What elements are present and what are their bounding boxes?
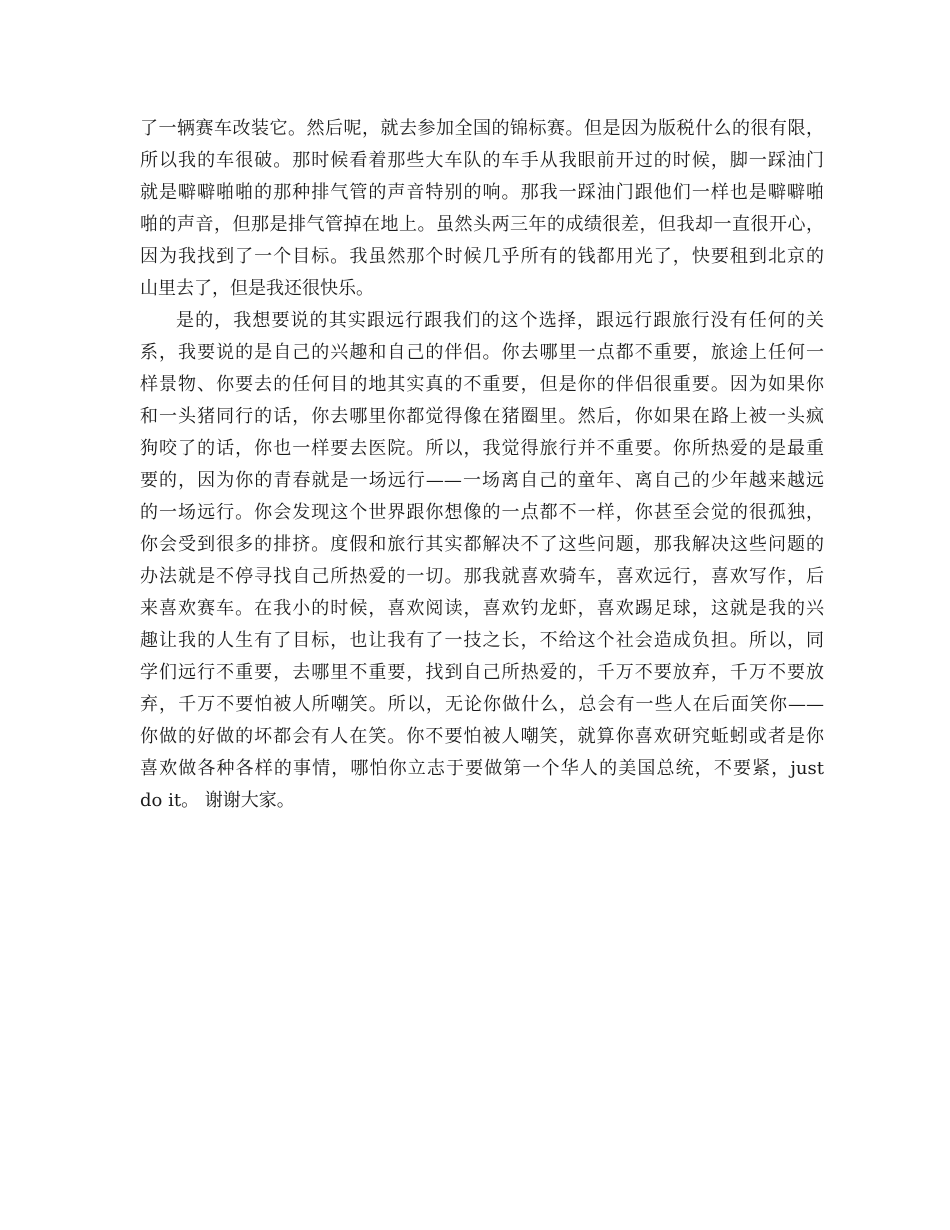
document-body — [140, 113, 824, 817]
paragraph-line: 来喜欢赛车。在我小的时候，喜欢阅读，喜欢钓龙虾，喜欢踢足球，这就是我的兴 — [140, 598, 824, 619]
paragraph-line: do it。 谢谢大家。 — [140, 790, 295, 811]
paragraph-line: 所以我的车很破。那时候看着那些大车队的车手从我眼前开过的时候，脚一踩油门 — [140, 150, 824, 171]
paragraph-line: 狗咬了的话，你也一样要去医院。所以，我觉得旅行并不重要。你所热爱的是最重 — [140, 438, 824, 459]
paragraph-line: 啪的声音，但那是排气管掉在地上。虽然头两三年的成绩很差，但我却一直很开心， — [140, 214, 824, 235]
paragraph-line: 了一辆赛车改装它。然后呢，就去参加全国的锦标赛。但是因为版税什么的很有限， — [140, 118, 824, 139]
paragraph-1 — [140, 113, 824, 305]
paragraph-line: 就是噼噼啪啪的那种排气管的声音特别的响。那我一踩油门跟他们一样也是噼噼啪 — [140, 182, 824, 203]
paragraph-line: 喜欢做各种各样的事情，哪怕你立志于要做第一个华人的美国总统，不要紧，just — [140, 758, 824, 779]
paragraph-line: 你会受到很多的排挤。度假和旅行其实都解决不了这些问题，那我解决这些问题的 — [140, 534, 824, 555]
paragraph-line: 因为我找到了一个目标。我虽然那个时候几乎所有的钱都用光了，快要租到北京的 — [140, 246, 824, 267]
paragraph-line: 弃，千万不要怕被人所嘲笑。所以，无论你做什么，总会有一些人在后面笑你—— — [140, 694, 824, 715]
paragraph-line: 是的，我想要说的其实跟远行跟我们的这个选择，跟远行跟旅行没有任何的关 — [176, 310, 824, 331]
paragraph-line: 学们远行不重要，去哪里不重要，找到自己所热爱的，千万不要放弃，千万不要放 — [140, 662, 824, 683]
paragraph-line: 系，我要说的是自己的兴趣和自己的伴侣。你去哪里一点都不重要，旅途上任何一 — [140, 342, 824, 363]
paragraph-line: 山里去了，但是我还很快乐。 — [140, 278, 374, 299]
paragraph-line: 趣让我的人生有了目标，也让我有了一技之长，不给这个社会造成负担。所以，同 — [140, 630, 824, 651]
paragraph-2 — [140, 305, 824, 817]
paragraph-line: 办法就是不停寻找自己所热爱的一切。那我就喜欢骑车，喜欢远行，喜欢写作，后 — [140, 566, 824, 587]
paragraph-line: 和一头猪同行的话，你去哪里你都觉得像在猪圈里。然后，你如果在路上被一头疯 — [140, 406, 824, 427]
paragraph-line: 样景物、你要去的任何目的地其实真的不重要，但是你的伴侣很重要。因为如果你 — [140, 374, 824, 395]
paragraph-line: 你做的好做的坏都会有人在笑。你不要怕被人嘲笑，就算你喜欢研究蚯蚓或者是你 — [140, 726, 824, 747]
paragraph-line: 的一场远行。你会发现这个世界跟你想像的一点都不一样，你甚至会觉的很孤独， — [140, 502, 824, 523]
paragraph-line: 要的，因为你的青春就是一场远行——一场离自己的童年、离自己的少年越来越远 — [140, 470, 824, 491]
